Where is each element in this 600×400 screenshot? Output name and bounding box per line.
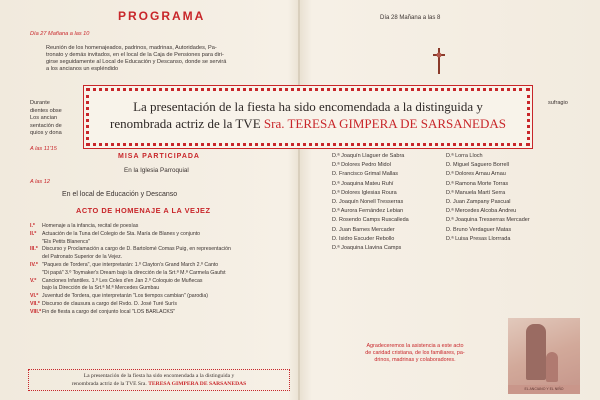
program-item-text: Fin de fiesta a cargo del conjunto local "LOS BARLACKS": [42, 308, 176, 315]
program-item-text: Discurso y Proclamación a cargo de D. Bartolomé Comas Puig, en representación: [42, 246, 231, 253]
reunion-line: girse seguidamente al Local de Educación y Descanso, donde se servirá: [46, 59, 227, 65]
page-fold: [298, 0, 300, 400]
program-item-text: Canciones Infantiles. 1.º Les Coles d'en Jan 2.º Coloquio de Muñecas: [42, 277, 203, 284]
program-item-number: VII.º: [30, 300, 40, 307]
honoree-name: D. Juan Zampany Pascual: [446, 199, 511, 206]
honoree-name: D.ª Joaquina Tresserras Mercader: [446, 217, 530, 224]
cross-icon: [432, 48, 446, 74]
program-item: [30, 293, 231, 301]
reunion-line: Reunión de los homenajeados, padrinos, madrinas, Autoridades, Pa-: [46, 45, 217, 51]
durante-paragraph: [30, 100, 62, 138]
banner-line-2: [89, 115, 527, 132]
program-item: [30, 285, 231, 293]
program-item: [30, 309, 231, 317]
program-item: [30, 246, 231, 254]
program-item-number: I.º: [30, 223, 35, 229]
sufragio-text: sufragio: [548, 100, 568, 106]
misa-subtitle: En la Iglesia Parroquial: [124, 167, 189, 174]
durante-line: quios y dona: [30, 130, 62, 136]
honoree-name: D.ª Joaquina Mateu Ruhí: [332, 180, 394, 187]
program-item-text: "Di papá" 3.º Toymaker's Dream bajo la dirección de la Srt.ª M.ª Carmela Gaufst: [42, 269, 226, 276]
child-figure: [546, 352, 558, 382]
bottom-line-2: [29, 380, 289, 388]
honoree-name: D.ª Ramona Morte Torras: [446, 180, 509, 187]
names-column-1: [332, 152, 409, 253]
honoree-name: D. Juan Barnes Mercader: [332, 226, 395, 233]
program-item-text: Actuación de la Tuna del Colegio de Sta. María de Blanes y conjunto: [42, 230, 201, 237]
program-item: [30, 278, 231, 286]
durante-line: sentación de: [30, 122, 62, 129]
agradecemos-note: [330, 343, 500, 364]
program-item: [30, 301, 231, 309]
acto-title: ACTO DE HOMENAJE A LA VEJEZ: [76, 206, 211, 215]
banner-line-2-b: Sra. TERESA GIMPERA DE SARSANEDAS: [263, 116, 506, 131]
agradecemos-line: Agradeceremos la asistencia a este acto: [366, 343, 464, 349]
program-item-text: bajo la Dirección de la Srt.ª M.ª Mercedes Gumbau: [42, 285, 160, 292]
names-column-2: [446, 152, 530, 244]
honoree-name: D.ª Dolores Iglesias Roura: [332, 189, 397, 196]
program-item: [30, 239, 231, 247]
program-item-text: Juventud de Tordera, que interpretarán "Los tiempos cambian" (parodia): [42, 293, 208, 300]
honoree-name: D.ª Manuela Martí Serra: [446, 189, 506, 196]
durante-line: Durante: [30, 100, 50, 106]
banner-line-2-a: renombrada actriz de la TVE: [110, 116, 261, 131]
program-item: [30, 254, 231, 262]
time-1115: A las 11'15: [30, 146, 57, 152]
presentation-banner: [86, 88, 530, 146]
durante-line: Los ancian: [30, 115, 58, 121]
bottom-line-1: La presentación de la fiesta ha sido encomendada a la distinguida y: [83, 373, 235, 379]
program-title: PROGRAMA: [118, 9, 206, 23]
honoree-name: D.ª Dolores Pedro Midol: [332, 162, 391, 169]
honoree-name: D. Rosendo Camps Ruscalleda: [332, 217, 409, 224]
program-item: [30, 262, 231, 270]
bottom-line-2-a: renombrada actriz de la TVE Sra.: [71, 381, 147, 387]
photo-caption: EL ANCIANO Y EL NIÑO: [508, 385, 580, 394]
honoree-name: D.ª Dolores Arnau Arnau: [446, 171, 506, 178]
program-item-number: IV.º: [30, 261, 38, 268]
honoree-name: D.ª Luisa Presas Llorrrada: [446, 235, 511, 242]
honoree-name: D. Isidro Escuder Rebollo: [332, 235, 395, 242]
agradecemos-line: de caridad cristiana, de los familiares, pa-: [365, 350, 465, 356]
elder-figure: [526, 324, 546, 380]
agradecemos-line: drinos, madrinas y colaboradores.: [374, 357, 456, 363]
program-item-text: "Paques de Tordera", que interpretarán: 1.º Clayton's Grand March 2.º Canto: [42, 261, 219, 268]
elder-child-photo: [508, 318, 580, 394]
honoree-name: D.ª Mercedes Alcoba Andreu: [446, 208, 517, 215]
honoree-name: D. Bruno Verdaguer Matas: [446, 226, 512, 233]
local-text: En el local de Educación y Descanso: [62, 191, 178, 198]
time-12: A las 12: [30, 179, 51, 185]
durante-line: dientes obse: [30, 107, 62, 114]
honoree-name: D.ª Aurora Fernández Lebian: [332, 208, 404, 215]
bottom-line-2-b: TERESA GIMPERA DE SARSANEDAS: [148, 381, 247, 387]
program-item-number: III.º: [30, 246, 38, 253]
program-item: [30, 223, 231, 231]
program-item-number: VI.º: [30, 293, 39, 300]
program-items: [30, 223, 231, 317]
program-item-text: Discurso de clausura a cargo del Rvdo. D. José Turé Surís: [42, 300, 177, 307]
program-item: [30, 231, 231, 239]
program-item: [30, 270, 231, 278]
program-item-text: "Els Petits Blanencs": [42, 238, 91, 245]
honoree-name: D.ª Joaquín Llaguer de Sabra: [332, 153, 405, 159]
honoree-name: D. Francisco Grimal Mallas: [332, 171, 399, 178]
program-item-number: VIII.º: [30, 308, 42, 315]
honoree-name: D.ª Joaquina Llavina Camps: [332, 245, 402, 252]
banner-line-1: La presentación de la fiesta ha sido encomendada a la distinguida y: [133, 99, 483, 114]
day-28-heading: Día 28 Mañana a las 8: [380, 15, 441, 21]
misa-title: MISA PARTICIPADA: [118, 153, 200, 160]
program-item-text: del Patronato Superior de la Vejez.: [42, 254, 123, 261]
bottom-presentation-note: [28, 369, 290, 391]
reunion-line: tronato y demás invitados, en el local de la Caja de Pensiones para diri-: [46, 52, 224, 58]
program-item-text: Homenaje a la infancia, recital de poesías: [42, 223, 139, 229]
day-27-heading: Día 27 Mañana a las 10: [30, 31, 90, 37]
honoree-name: D.ª Lorra Lloch: [446, 153, 483, 159]
reunion-paragraph: [46, 45, 226, 73]
program-item-number: V.º: [30, 277, 37, 284]
reunion-line: a los ancianos un espléndido: [46, 66, 119, 72]
honoree-name: D. Miguel Saguero Borrell: [446, 162, 509, 169]
honoree-name: D. Joaquín Nonell Tresserras: [332, 199, 404, 206]
program-item-number: II.º: [30, 230, 37, 237]
